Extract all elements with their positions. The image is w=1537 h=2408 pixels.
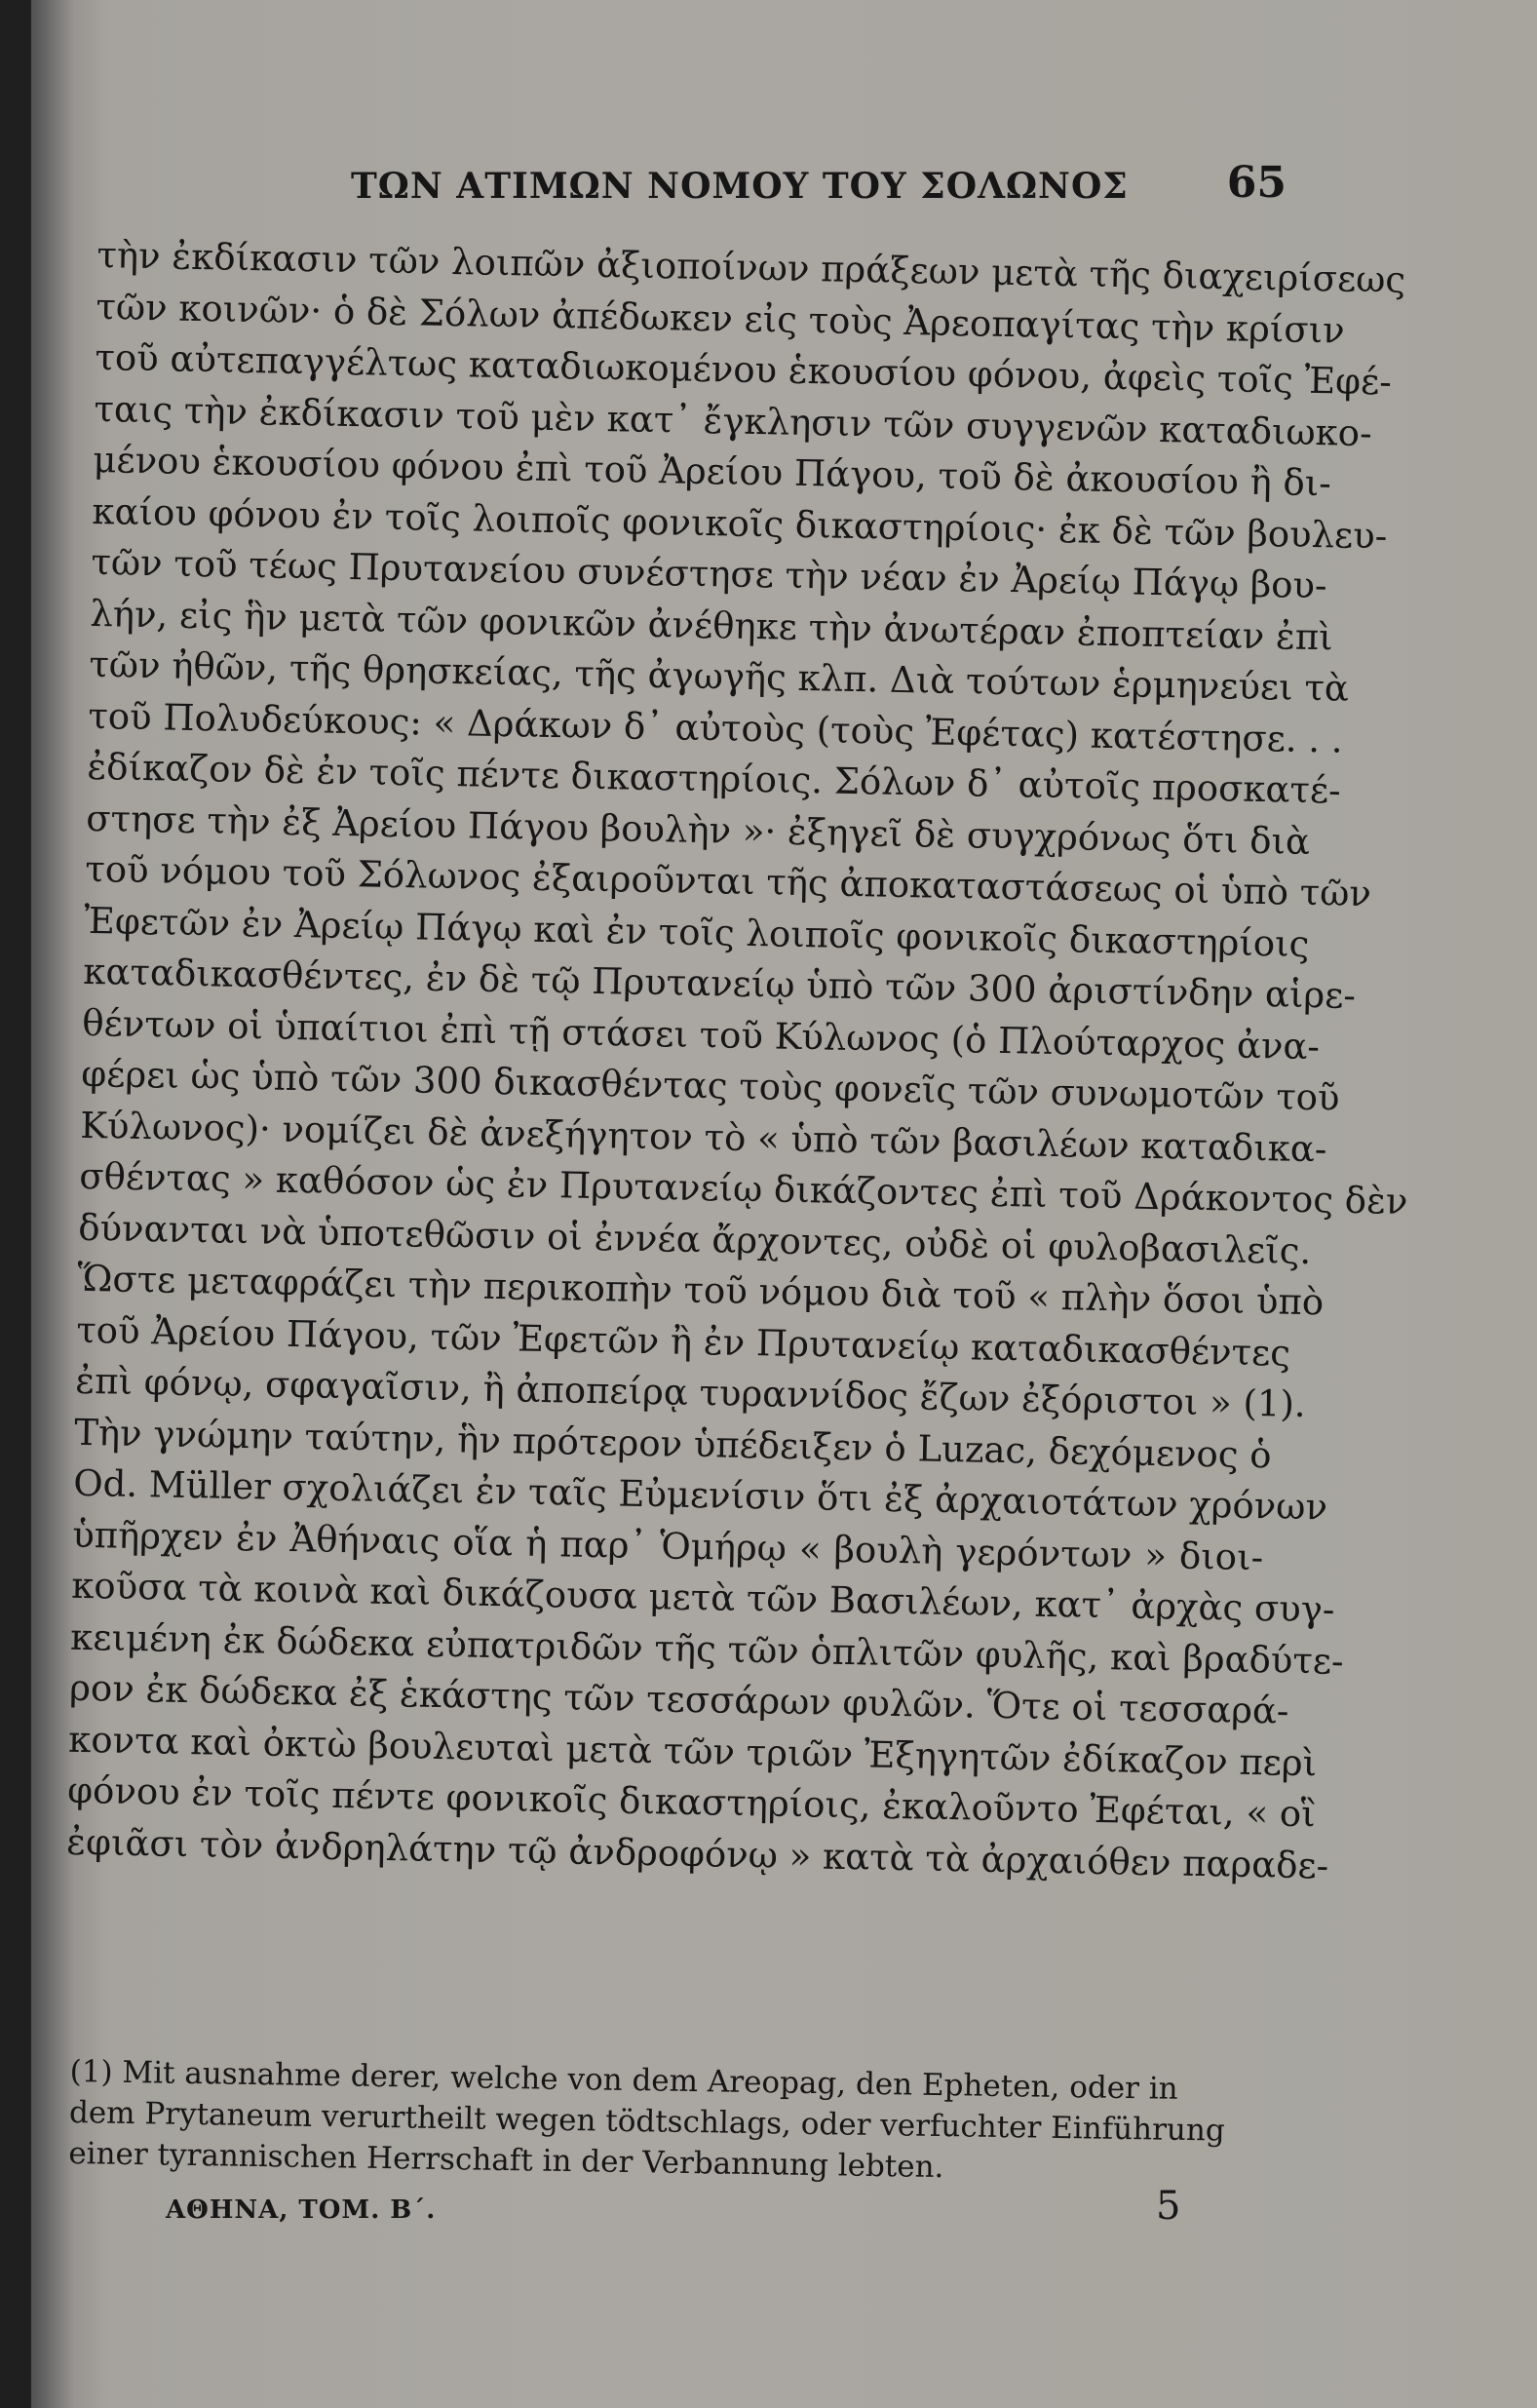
- book-spine-shadow: [0, 0, 31, 2408]
- text-line: στησε τὴν ἐξ Ἀρείου Πάγου βουλὴν »· ἐξηγεῖ δὲ συγχρόνως ὅτι διὰ: [86, 796, 1311, 863]
- text-line: ἐφιᾶσι τὸν ἀνδρηλάτην τῷ ἀνδροφόνῳ » κατὰ τὰ ἀρχαιόθεν παραδε-: [65, 1820, 1329, 1887]
- text-line: τοῦ Πολυδεύκους: « Δράκων δ᾿ αὐτοὺς (τοὺς Ἐφέτας) κατέστησε. . .: [88, 694, 1344, 761]
- text-line: κοντα καὶ ὀκτὼ βουλευταὶ μετὰ τῶν τριῶν Ἐξηγητῶν ἐδίκαζον περὶ: [67, 1718, 1318, 1784]
- text-line: φέρει ὡς ὑπὸ τῶν 300 δικασθέντας τοὺς φονεῖς τῶν συνωμοτῶν τοῦ: [80, 1052, 1340, 1119]
- running-title: ΤΩΝ ΑΤΙΜΩΝ ΝΟΜΟΥ ΤΟΥ ΣΟΛΩΝΟΣ: [351, 166, 1129, 207]
- footnote-line: (1) Mit ausnahme derer, welche von dem Areopag, den Epheten, oder in: [69, 2053, 1178, 2107]
- text-line: τὴν ἐκδίκασιν τῶν λοιπῶν ἀξιοποίνων πράξεων μετὰ τῆς διαχειρίσεως: [96, 233, 1406, 301]
- body-text: [65, 230, 1408, 1890]
- text-line: ἐπὶ φόνῳ, σφαγαῖσιν, ἢ ἀποπείρᾳ τυραννίδος ἔζων ἐξόριστοι » (1).: [74, 1359, 1307, 1426]
- text-line: καίου φόνου ἐν τοῖς λοιποῖς φονικοῖς δικαστηρίοις· ἐκ δὲ τῶν βουλευ-: [92, 489, 1388, 557]
- text-line: Κύλωνος)· νομίζει δὲ ἀνεξήγητον τὸ « ὑπὸ τῶν βασιλέων καταδικα-: [79, 1104, 1327, 1170]
- text-line: ρον ἐκ δώδεκα ἐξ ἑκάστης τῶν τεσσάρων φυλῶν. Ὅτε οἱ τεσσαρά-: [68, 1666, 1289, 1732]
- text-line: Od. Müller σχολιάζει ἐν ταῖς Εὐμενίσιν ὅτι ἐξ ἀρχαιοτάτων χρόνων: [72, 1461, 1328, 1529]
- signature-number: 5: [1156, 2184, 1181, 2229]
- text-line: κειμένη ἐκ δώδεκα εὐπατριδῶν τῆς τῶν ὁπλιτῶν φυλῆς, καὶ βραδύτε-: [69, 1615, 1344, 1683]
- text-line: φόνου ἐν τοῖς πέντε φονικοῖς δικαστηρίοις, ἐκαλοῦντο Ἐφέται, « οἳ: [66, 1768, 1317, 1836]
- sheet-mark: ΑΘΗΝΑ, ΤΟΜ. Β΄.: [166, 2195, 437, 2225]
- text-line: τοῦ Ἀρείου Πάγου, τῶν Ἐφετῶν ἢ ἐν Πρυτανείῳ καταδικασθέντες: [75, 1308, 1291, 1375]
- text-line: τῶν τοῦ τέως Πρυτανείου συνέστησε τὴν νέαν ἐν Ἀρείῳ Πάγῳ βου-: [91, 540, 1327, 607]
- text-line: Τὴν γνώμην ταύτην, ἣν πρότερον ὑπέδειξεν ὁ Luzac, δεχόμενος ὁ: [73, 1411, 1273, 1476]
- footnote: [68, 2051, 1259, 2193]
- page-header: [351, 158, 1287, 214]
- text-line: ταις τὴν ἐκδίκασιν τοῦ μὲν κατ᾿ ἔγκλησιν τῶν συγγενῶν καταδιωκο-: [94, 387, 1373, 454]
- text-line: τοῦ αὐτεπαγγέλτως καταδιωκομένου ἑκουσίου φόνου, ἀφεὶς τοῖς Ἐφέ-: [95, 335, 1393, 404]
- page-number: 65: [1226, 158, 1287, 208]
- text-line: κοῦσα τὰ κοινὰ καὶ δικάζουσα μετὰ τῶν Βασιλέων, κατ᾿ ἀρχὰς συγ-: [70, 1564, 1335, 1631]
- text-line: μένου ἑκουσίου φόνου ἐπὶ τοῦ Ἀρείου Πάγου, τοῦ δὲ ἀκουσίου ἢ δι-: [93, 438, 1332, 505]
- footnote-line: einer tyrannischen Herrschaft in der Verbannung lebten.: [68, 2135, 944, 2186]
- text-line: ὑπῆρχεν ἐν Ἀθήναις οἵα ἡ παρ᾿ Ὁμήρῳ « βουλὴ γερόντων » διοι-: [71, 1513, 1264, 1578]
- text-line: σθέντας » καθόσον ὡς ἐν Πρυτανείῳ δικάζοντες ἐπὶ τοῦ Δράκοντος δὲν: [78, 1154, 1408, 1223]
- text-line: λήν, εἰς ἣν μετὰ τῶν φονικῶν ἀνέθηκε τὴν ἀνωτέραν ἐποπτείαν ἐπὶ: [90, 592, 1334, 658]
- text-line: δύνανται νὰ ὑποτεθῶσιν οἱ ἐννέα ἄρχοντες, οὐδὲ οἱ φυλοβασιλεῖς.: [77, 1206, 1312, 1272]
- text-line: ἐδίκαζον δὲ ἐν τοῖς πέντε δικαστηρίοις. Σόλων δ᾿ αὐτοῖς προσκατέ-: [87, 745, 1342, 812]
- text-line: Ὥστε μεταφράζει τὴν περικοπὴν τοῦ νόμου διὰ τοῦ « πλὴν ὅσοι ὑπὸ: [76, 1257, 1325, 1324]
- text-line: τῶν κοινῶν· ὁ δὲ Σόλων ἀπέδωκεν εἰς τοὺς Ἀρεοπαγίτας τὴν κρίσιν: [96, 285, 1346, 352]
- text-line: τοῦ νόμου τοῦ Σόλωνος ἐξαιροῦνται τῆς ἀποκαταστάσεως οἱ ὑπὸ τῶν: [85, 847, 1372, 915]
- text-line: Ἐφετῶν ἐν Ἀρείῳ Πάγῳ καὶ ἐν τοῖς λοιποῖς φονικοῖς δικαστηρίοις: [83, 899, 1310, 965]
- text-line: καταδικασθέντες, ἐν δὲ τῷ Πρυτανείῳ ὑπὸ τῶν 300 ἀριστίνδην αἱρε-: [82, 950, 1357, 1017]
- text-line: θέντων οἱ ὑπαίτιοι ἐπὶ τῇ στάσει τοῦ Κύλωνος (ὁ Πλούταρχος ἀνα-: [81, 1001, 1321, 1068]
- footnote-line: dem Prytaneum verurtheilt wegen tödtschlags, oder verfuchter Einführung: [68, 2094, 1225, 2149]
- text-line: τῶν ἠθῶν, τῆς θρησκείας, τῆς ἀγωγῆς κλπ. Διὰ τούτων ἑρμηνεύει τὰ: [89, 642, 1350, 710]
